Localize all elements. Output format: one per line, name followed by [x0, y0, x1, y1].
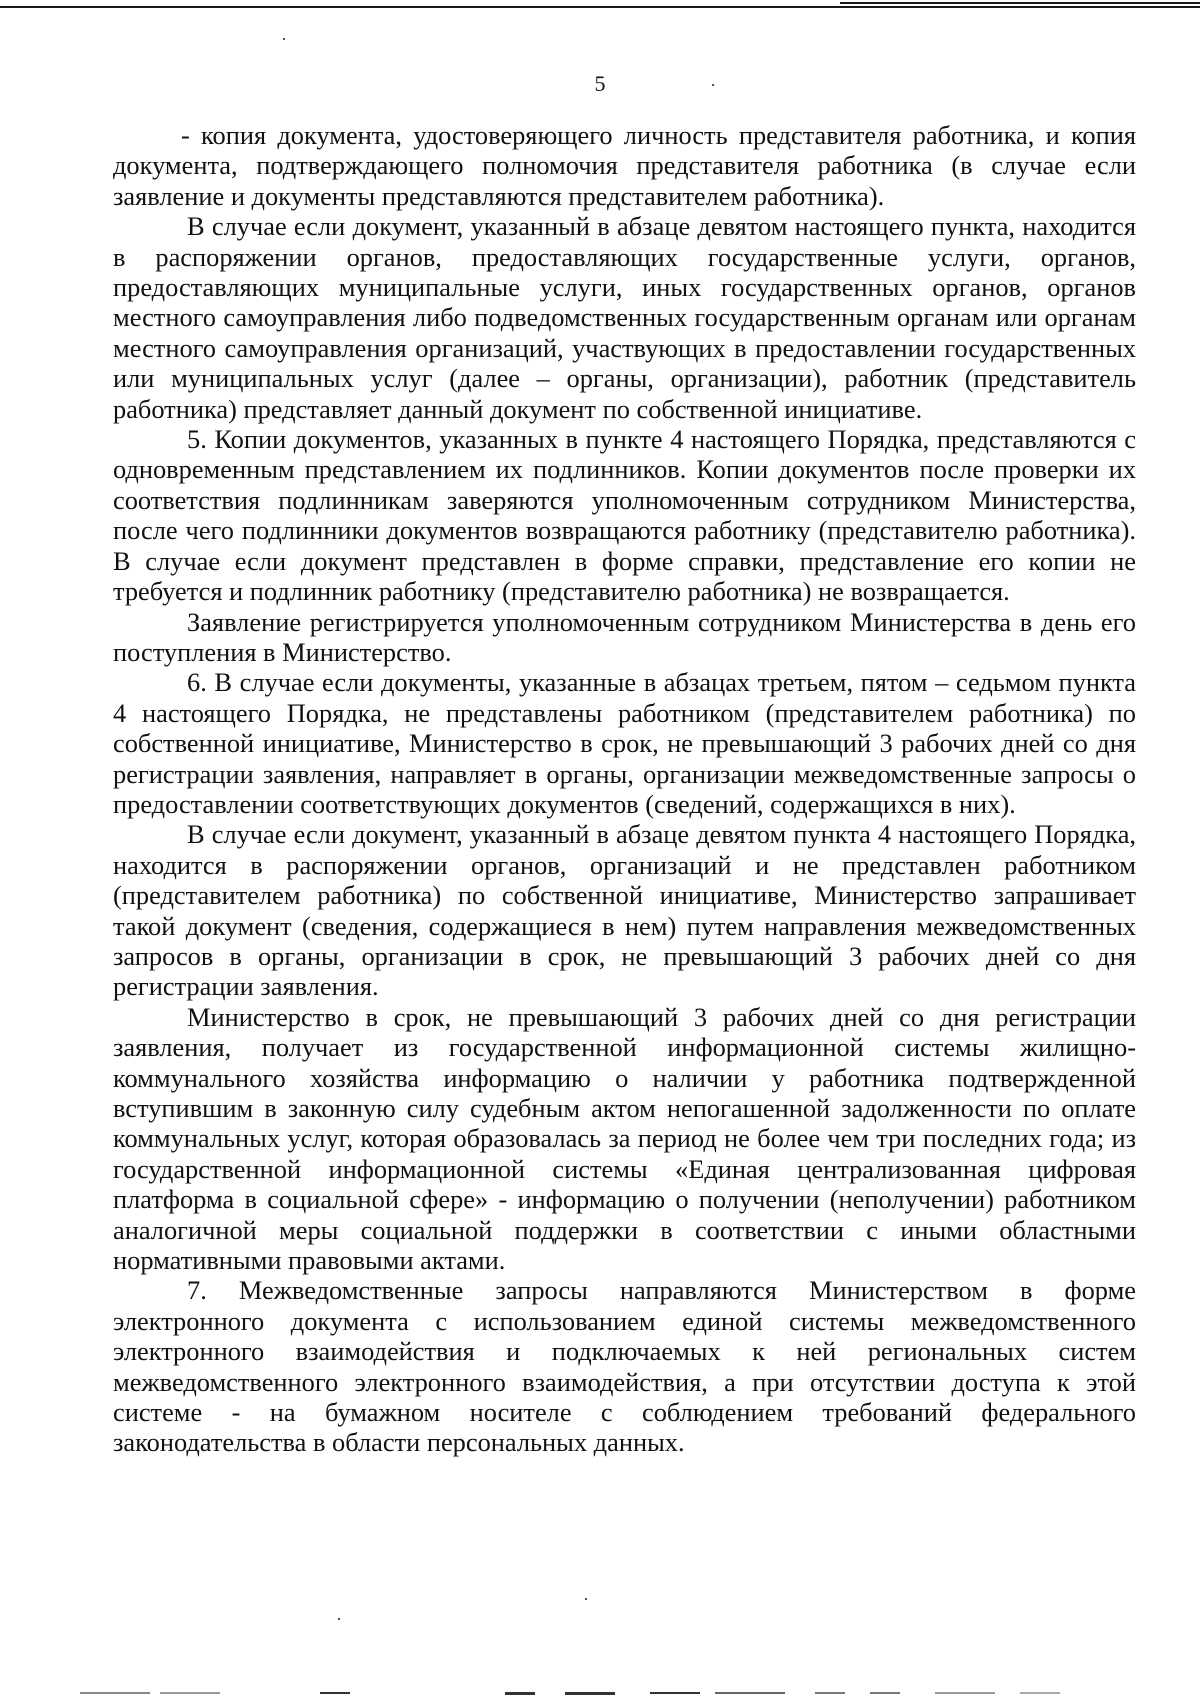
- top-border-line: [0, 6, 1200, 8]
- paragraph: - копия документа, удостоверяющего личность представителя работника, и копия документа, подтверждающего полномочия представителя работника (в случае если заявление и документы представляются представителем работника).: [113, 120, 1136, 211]
- paragraph: Министерство в срок, не превышающий 3 рабочих дней со дня регистрации заявления, получает из государственной информационной системы жилищно-коммунального хозяйства информацию о наличии у работника подтвержденной вступившим в законную силу судебным актом непогашенной задолженности по оплате коммунальных услуг, которая образовалась за период не более чем три последних года; из государственной информационной системы «Единая централизованная цифровая платформа в социальной сфере» - информацию о получении (неполучении) работником аналогичной меры социальной поддержки в соответствии с иными областными нормативными правовыми актами.: [113, 1001, 1136, 1276]
- paragraph: В случае если документ, указанный в абзаце девятом пункта 4 настоящего Порядка, находится в распоряжении органов, организаций и не представлен работником (представителем работника) по собственной инициативе, Министерство запрашивает такой документ (сведения, содержащиеся в нем) путем направления межведомственных запросов в органы, организации в срок, не превышающий 3 рабочих дней со дня регистрации заявления.: [113, 819, 1136, 1002]
- scan-mark: [1020, 1692, 1060, 1694]
- scan-mark: [505, 1692, 535, 1695]
- scan-speck: [338, 1618, 340, 1620]
- page-number: 5: [594, 71, 606, 96]
- scan-mark: [815, 1692, 845, 1694]
- scan-mark: [80, 1692, 150, 1694]
- scan-mark: [160, 1692, 220, 1694]
- bottom-scan-marks: [0, 1690, 1200, 1696]
- paragraph: Заявление регистрируется уполномоченным сотрудником Министерства в день его поступления в Министерство.: [113, 606, 1136, 667]
- scan-mark: [715, 1692, 785, 1694]
- scan-mark: [320, 1692, 350, 1694]
- scan-speck: [585, 1598, 587, 1600]
- paragraph: 7. Межведомственные запросы направляются Министерством в форме электронного документа с использованием единой системы межведомственного электронного взаимодействия и подключаемых к ней региональных систем межведомственного электронного взаимодействия, а при отсутствии доступа к этой системе - на бумажном носителе с соблюдением требований федерального законодательства в области персональных данных.: [113, 1275, 1136, 1458]
- paragraph: В случае если документ, указанный в абзаце девятом настоящего пункта, находится в распоряжении органов, предоставляющих государственные услуги, органов, предоставляющих муниципальные услуги, иных государственных органов, органов местного самоуправления либо подведомственных государственным органам или органам местного самоуправления организаций, участвующих в предоставлении государственных или муниципальных услуг (далее – органы, организации), работник (представитель работника) представляет данный документ по собственной инициативе.: [113, 211, 1136, 424]
- document-body: [113, 120, 1136, 1458]
- top-border-line-accent: [840, 2, 1200, 4]
- scan-mark: [935, 1692, 995, 1694]
- scan-speck: [283, 38, 285, 40]
- paragraph: 6. В случае если документы, указанные в абзацах третьем, пятом – седьмом пункта 4 настоящего Порядка, не представлены работником (представителем работника) по собственной инициативе, Министерство в срок, не превышающий 3 рабочих дней со дня регистрации заявления, направляет в органы, организации межведомственные запросы о предоставлении соответствующих документов (сведений, содержащихся в них).: [113, 667, 1136, 819]
- paragraph: 5. Копии документов, указанных в пункте 4 настоящего Порядка, представляются с одновременным представлением их подлинников. Копии документов после проверки их соответствия подлинникам заверяются уполномоченным сотрудником Министерства, после чего подлинники документов возвращаются работнику (представителю работника). В случае если документ представлен в форме справки, представление его копии не требуется и подлинник работнику (представителю работника) не возвращается.: [113, 424, 1136, 607]
- scan-mark: [650, 1692, 700, 1694]
- scan-mark: [870, 1692, 900, 1694]
- scan-mark: [565, 1692, 615, 1695]
